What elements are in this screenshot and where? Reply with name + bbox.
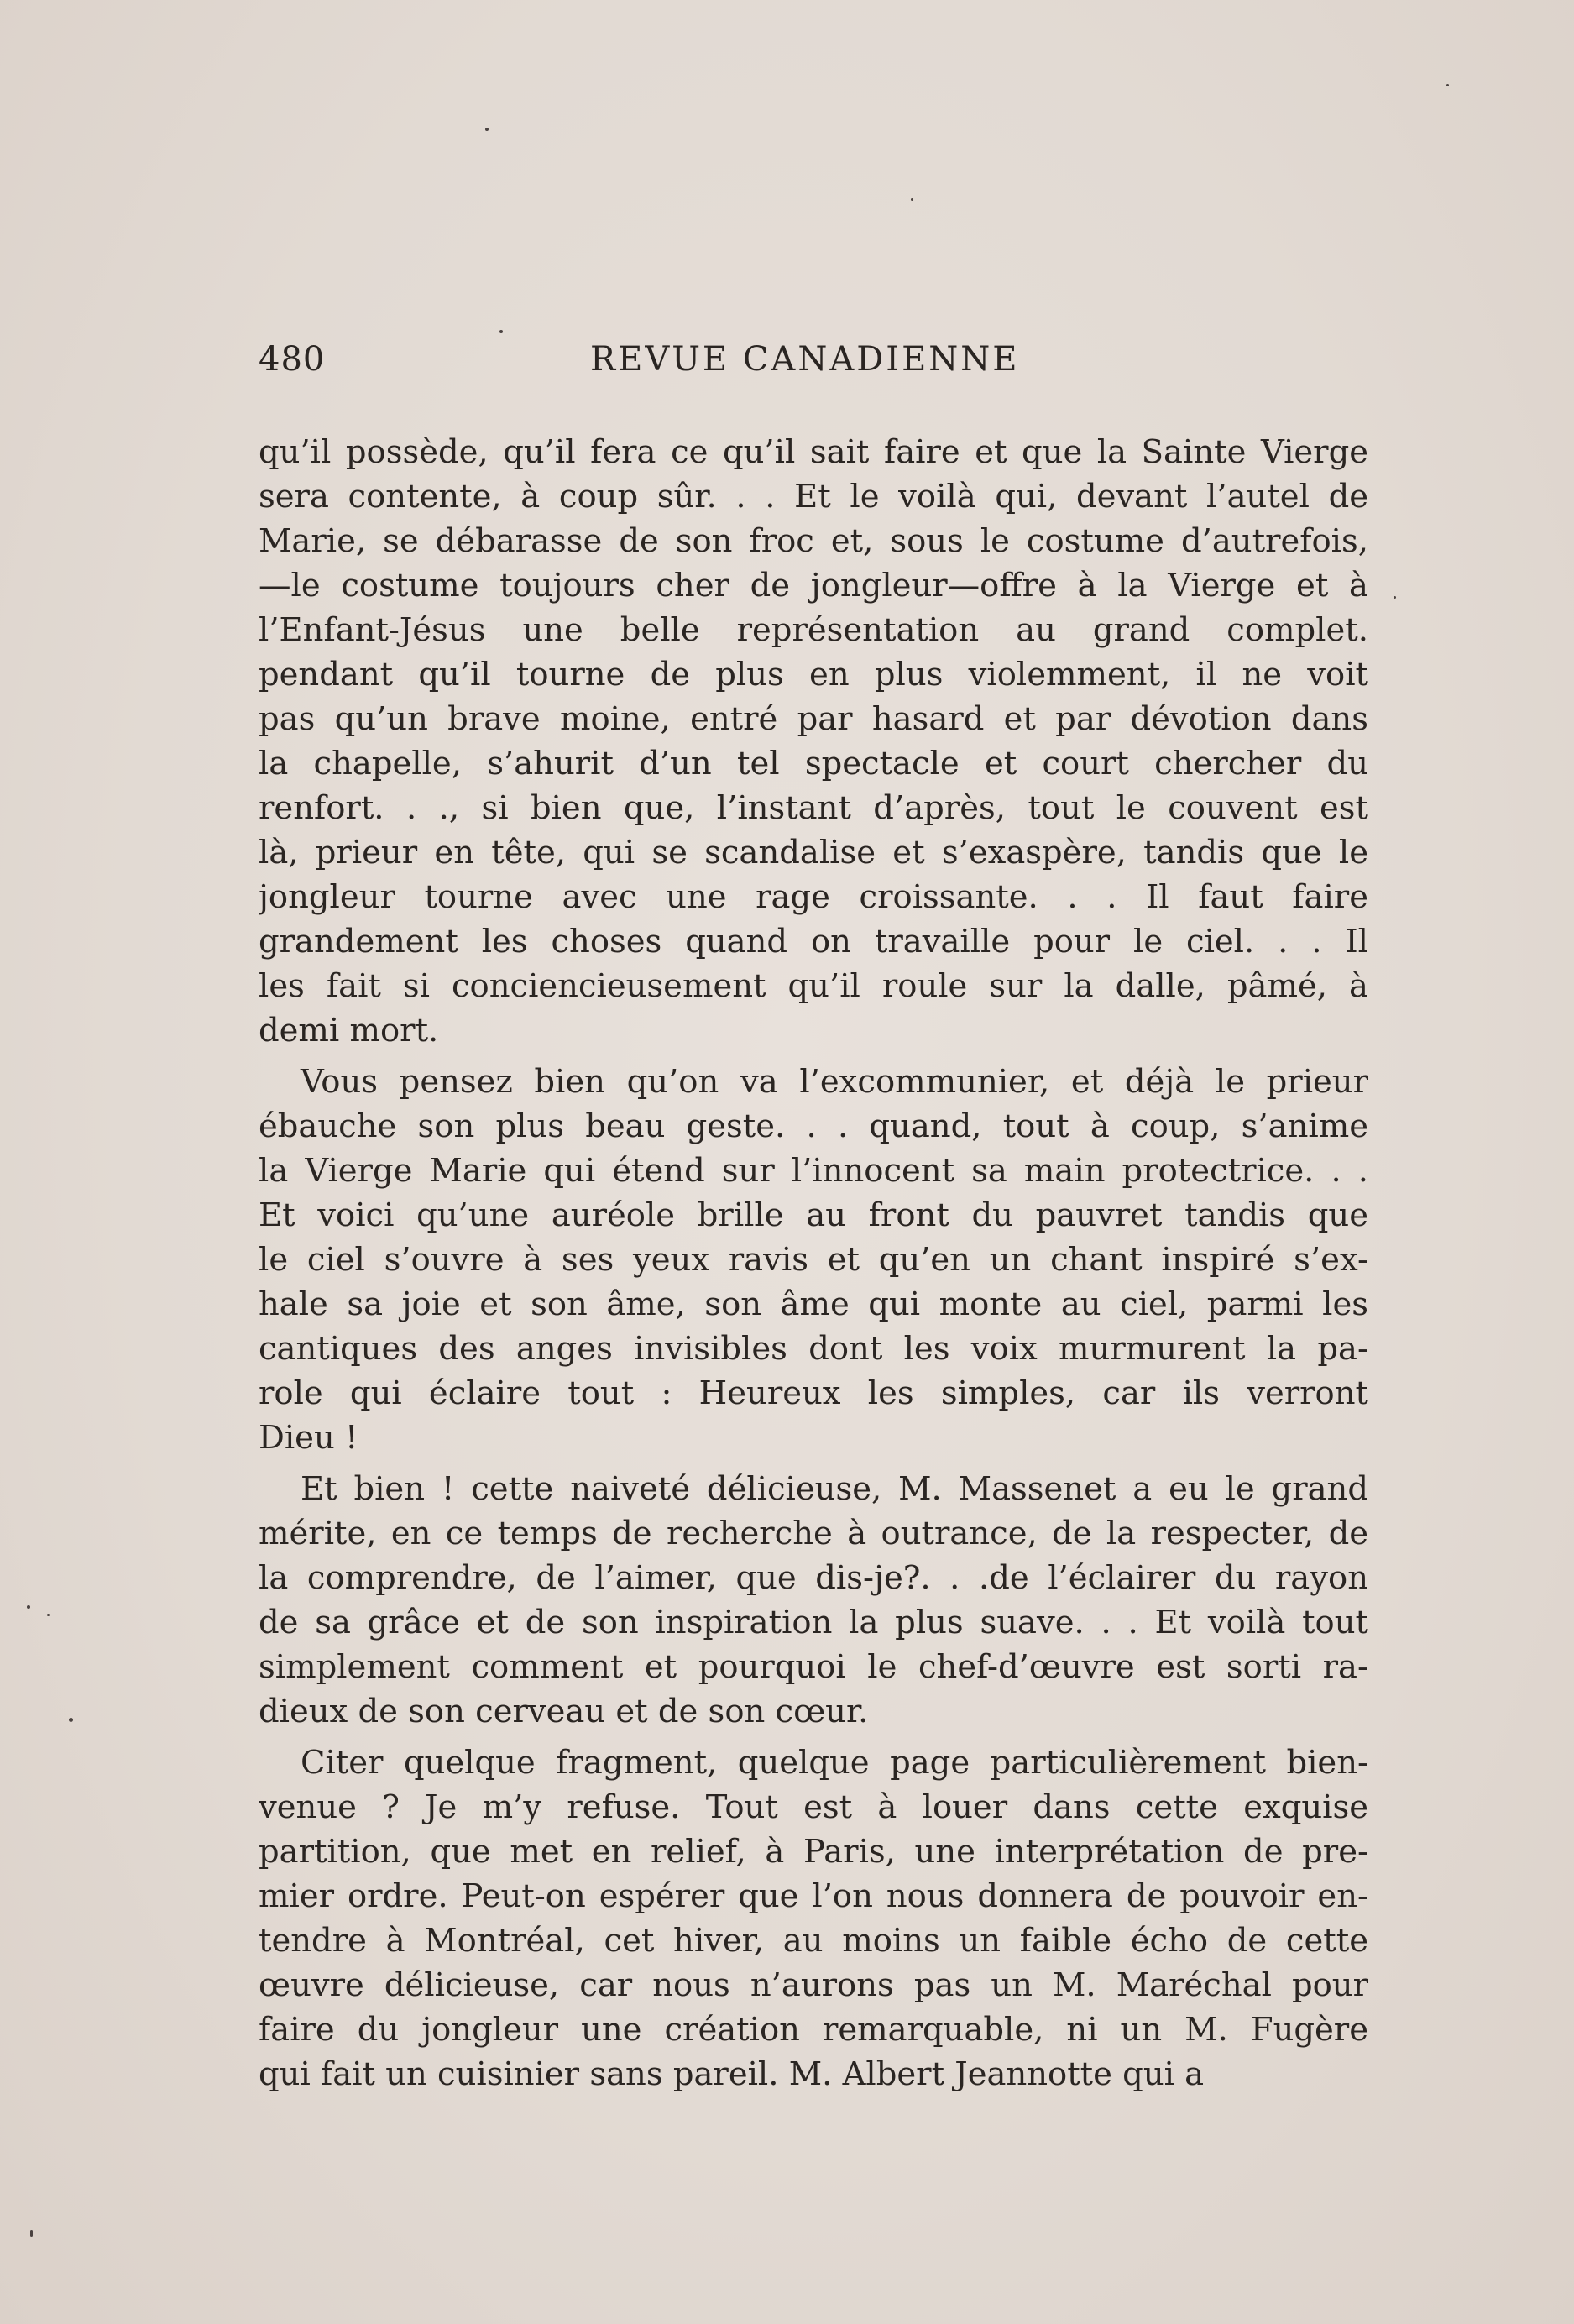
scan-speck: [47, 1614, 50, 1616]
text-line: demi mort.: [259, 1012, 439, 1049]
text-line: la chapelle, s’ahurit d’un tel spectacle et court chercher du: [259, 745, 1368, 783]
article-body: [259, 430, 1368, 2103]
text-line: de sa grâce et de son inspiration la plus suave. . . Et voilà tout: [259, 1604, 1368, 1641]
scan-speck: [30, 2230, 33, 2237]
text-line: sera contente, à coup sûr. . . Et le voilà qui, devant l’autel de: [259, 478, 1368, 516]
text-line: partition, que met en relief, à Paris, une interprétation de pre-: [259, 1833, 1368, 1871]
text-line: la comprendre, de l’aimer, que dis-je?. . .de l’éclairer du rayon: [259, 1559, 1368, 1597]
text-line: Et voici qu’une auréole brille au front du pauvret tandis que: [259, 1196, 1368, 1234]
page-header: [259, 340, 1375, 390]
text-line: hale sa joie et son âme, son âme qui monte au ciel, parmi les: [259, 1285, 1368, 1323]
text-line: ébauche son plus beau geste. . . quand, tout à coup, s’anime: [259, 1107, 1368, 1145]
text-line: grandement les choses quand on travaille pour le ciel. . . Il: [259, 923, 1368, 960]
text-line: qui fait un cuisinier sans pareil. M. Albert Jeannotte qui a: [259, 2055, 1205, 2093]
text-line: là, prieur en tête, qui se scandalise et s’exaspère, tandis que le: [259, 834, 1368, 872]
scan-speck: [485, 128, 489, 131]
text-line: Marie, se débarasse de son froc et, sous le costume d’autrefois,: [259, 522, 1368, 560]
text-line: venue ? Je m’y refuse. Tout est à louer dans cette exquise: [259, 1788, 1368, 1826]
text-line: la Vierge Marie qui étend sur l’innocent sa main protectrice. . .: [259, 1152, 1368, 1190]
text-line: pas qu’un brave moine, entré par hasard et par dévotion dans: [259, 700, 1368, 738]
text-line: Citer quelque fragment, quelque page particulièrement bien-: [301, 1744, 1368, 1782]
text-line: mérite, en ce temps de recherche à outrance, de la respecter, de: [259, 1515, 1368, 1552]
text-line: Vous pensez bien qu’on va l’excommunier, et déjà le prieur: [301, 1063, 1368, 1101]
scan-speck: [1394, 596, 1396, 599]
scan-speck: [69, 1718, 73, 1722]
scan-speck: [911, 198, 913, 201]
paragraph: [259, 1060, 1368, 1460]
text-line: cantiques des anges invisibles dont les voix murmurent la pa-: [259, 1330, 1368, 1368]
paragraph: [259, 1740, 1368, 2096]
text-line: pendant qu’il tourne de plus en plus violemment, il ne voit: [259, 656, 1368, 694]
text-line: l’Enfant-Jésus une belle représentation au grand complet.: [259, 611, 1368, 649]
paragraph: [259, 430, 1368, 1053]
text-line: simplement comment et pourquoi le chef-d’œuvre est sorti ra-: [259, 1648, 1368, 1686]
text-line: le ciel s’ouvre à ses yeux ravis et qu’en un chant inspiré s’ex-: [259, 1241, 1368, 1279]
text-line: mier ordre. Peut-on espérer que l’on nous donnera de pouvoir en-: [259, 1877, 1368, 1915]
text-line: Dieu !: [259, 1419, 358, 1457]
text-line: faire du jongleur une création remarquable, ni un M. Fugère: [259, 2011, 1368, 2049]
paragraph: [259, 1467, 1368, 1734]
text-line: role qui éclaire tout : Heureux les simples, car ils verront: [259, 1374, 1368, 1412]
text-line: dieux de son cerveau et de son cœur.: [259, 1693, 869, 1730]
text-line: —le costume toujours cher de jongleur—offre à la Vierge et à: [259, 567, 1368, 605]
running-head: REVUE CANADIENNE: [590, 340, 1020, 379]
text-line: Et bien ! cette naiveté délicieuse, M. Massenet a eu le grand: [301, 1470, 1368, 1508]
scan-speck: [27, 1605, 30, 1609]
text-line: les fait si concienciеusement qu’il roule sur la dalle, pâmé, à: [259, 967, 1368, 1005]
page-number: 480: [259, 340, 326, 379]
text-line: renfort. . ., si bien que, l’instant d’après, tout le couvent est: [259, 789, 1368, 827]
text-line: tendre à Montréal, cet hiver, au moins un faible écho de cette: [259, 1922, 1368, 1960]
text-line: jongleur tourne avec une rage croissante. . . Il faut faire: [259, 878, 1368, 916]
text-line: œuvre délicieuse, car nous n’aurons pas un M. Maréchal pour: [259, 1966, 1368, 2004]
scan-speck: [1446, 84, 1449, 86]
scan-speck: [499, 330, 503, 333]
text-line: qu’il possède, qu’il fera ce qu’il sait faire et que la Sainte Vierge: [259, 433, 1368, 471]
